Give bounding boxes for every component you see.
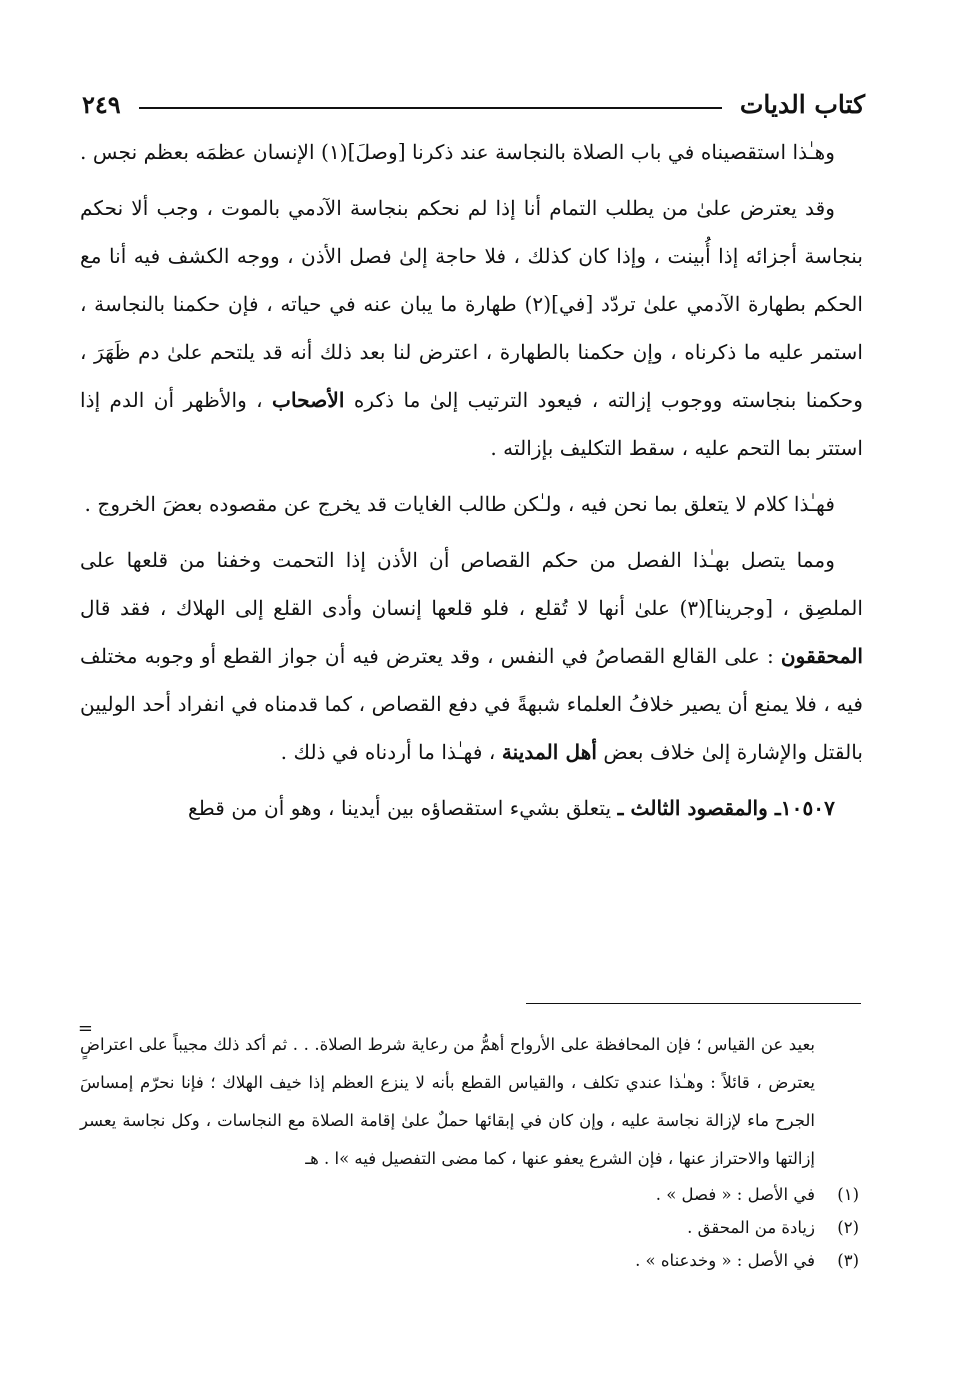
header-rule bbox=[139, 107, 722, 109]
footnote-text: زيادة من المحقق . bbox=[687, 1218, 815, 1237]
section-heading: ١٠٥٠٧ـ والمقصود الثالث ـ bbox=[617, 796, 835, 820]
paragraph-text: يتعلق بشيء استقصاؤه بين أيدينا ، وهو أن من قطع bbox=[187, 796, 612, 820]
paragraph-5 bbox=[80, 784, 863, 832]
footnote-continuation: بعيد عن القياس ؛ فإن المحافظة على الأرواح أهمُّ من رعاية شرط الصلاة. . . ثم أكد ذلك مجيباً على اعتراضٍ يعترض ، قائلاً : وهـٰذا عندي تكلف ، والقياس القطع بأنه لا ينزع العظم إذا خيف الهلاك ؛ فإنا نحرّم إمساسَ الجرح ماء لإزالة نجاسة عليه ، وإن كان في إبقائها حملٌ علىٰ إقامة الصلاة مع النجاسات ، وكل نجاسة يعسر إزالتها والاحتراز عنها ، فإن الشرع يعفو عنها ، كما مضى التفصيل فيه »ا . هـ bbox=[80, 1035, 815, 1168]
footnote-1 bbox=[80, 1178, 859, 1211]
paragraph-4 bbox=[80, 536, 863, 776]
footnote-text: في الأصل : « فصل » . bbox=[655, 1185, 815, 1204]
running-title: كتاب الديات bbox=[739, 89, 865, 119]
footnotes bbox=[80, 1026, 859, 1277]
page-number: ٢٤٩ bbox=[82, 89, 121, 119]
bold-term: الأصحاب bbox=[272, 388, 345, 412]
bold-term: أهل المدينة bbox=[501, 740, 597, 764]
paragraph-text: فهـٰذا كلام لا يتعلق بما نحن فيه ، ولـٰكن طالب الغايات قد يخرج عن مقصوده بعضَ الخروج . bbox=[84, 492, 835, 516]
footnote-rule bbox=[526, 1003, 861, 1004]
footnote-text: في الأصل : « وخدعناه » . bbox=[635, 1251, 815, 1270]
bold-term: المحققون bbox=[780, 644, 863, 668]
paragraph-text: وقد يعترض علىٰ من يطلب التمام أنا إذا لم نحكم بنجاسة الآدمي بالموت ، وجب ألا نحكم بنجاسة أجزائه إذا أُبينت ، وإذا كان كذلك ، فلا حاجة إلىٰ فصل الأذن ، ووجه الكشف فيه أنا مع الحكم بطهارة الآدمي علىٰ تردّد [في](٢) طهارة ما يبان عنه في حياته ، فإن حكمنا بالنجاسة ، استمر عليه ما ذكرناه ، وإن حكمنا بالطهارة ، اعترض لنا بعد ذلك أنه قد يلتحم علىٰ دم ظَهَرَ ، وحكمنا بنجاسته ووجوب إزالته ، فيعود الترتيب إلىٰ ما ذكره bbox=[80, 196, 864, 412]
paragraph-text: ، والأظهر أن الدم إذا استتر بما التحم عليه ، سقط التكليف بإزالته . bbox=[80, 388, 863, 460]
paragraph-2 bbox=[80, 184, 863, 472]
footnote-continuation-mark: = bbox=[77, 1018, 93, 1039]
footnote-2 bbox=[80, 1211, 859, 1244]
page-header bbox=[82, 84, 865, 124]
paragraph-1 bbox=[80, 128, 863, 176]
footnote-number: (٣) bbox=[837, 1251, 859, 1270]
paragraph-text: وهـٰذا استقصيناه في باب الصلاة بالنجاسة عند ذكرنا [وصلَ](١) الإنسان عظمَه بعظم نجس . bbox=[79, 140, 835, 164]
paragraph-text: ، فهـٰذا ما أردناه في ذلك . bbox=[280, 740, 496, 764]
paragraph-text: ومما يتصل بهـٰذا الفصل من حكم القصاص أن الأذن إذا التحمت وخفنا من قلعها على الملصِق ، [وجرينا](٣) علىٰ أنها لا تُقلع ، فلو قلعها إنسان وأدى القلع إلى الهلاك ، فقد قال bbox=[80, 548, 863, 620]
paragraph-text: : على القالع القصاصُ في النفس ، وقد يعترض فيه أن جواز القطع أو وجوبه مختلف فيه ، فلا يمنع أن يصير خلافُ العلماء شبهةً في دفع القصاص ، كما قدمناه في انفراد أحد الوليين بالقتل والإشارة إلىٰ خلاف بعض bbox=[80, 644, 863, 764]
main-text bbox=[80, 128, 863, 840]
footnote-number: (١) bbox=[837, 1185, 859, 1204]
paragraph-3 bbox=[80, 480, 863, 528]
footnote-number: (٢) bbox=[837, 1218, 859, 1237]
footnote-3 bbox=[80, 1244, 859, 1277]
